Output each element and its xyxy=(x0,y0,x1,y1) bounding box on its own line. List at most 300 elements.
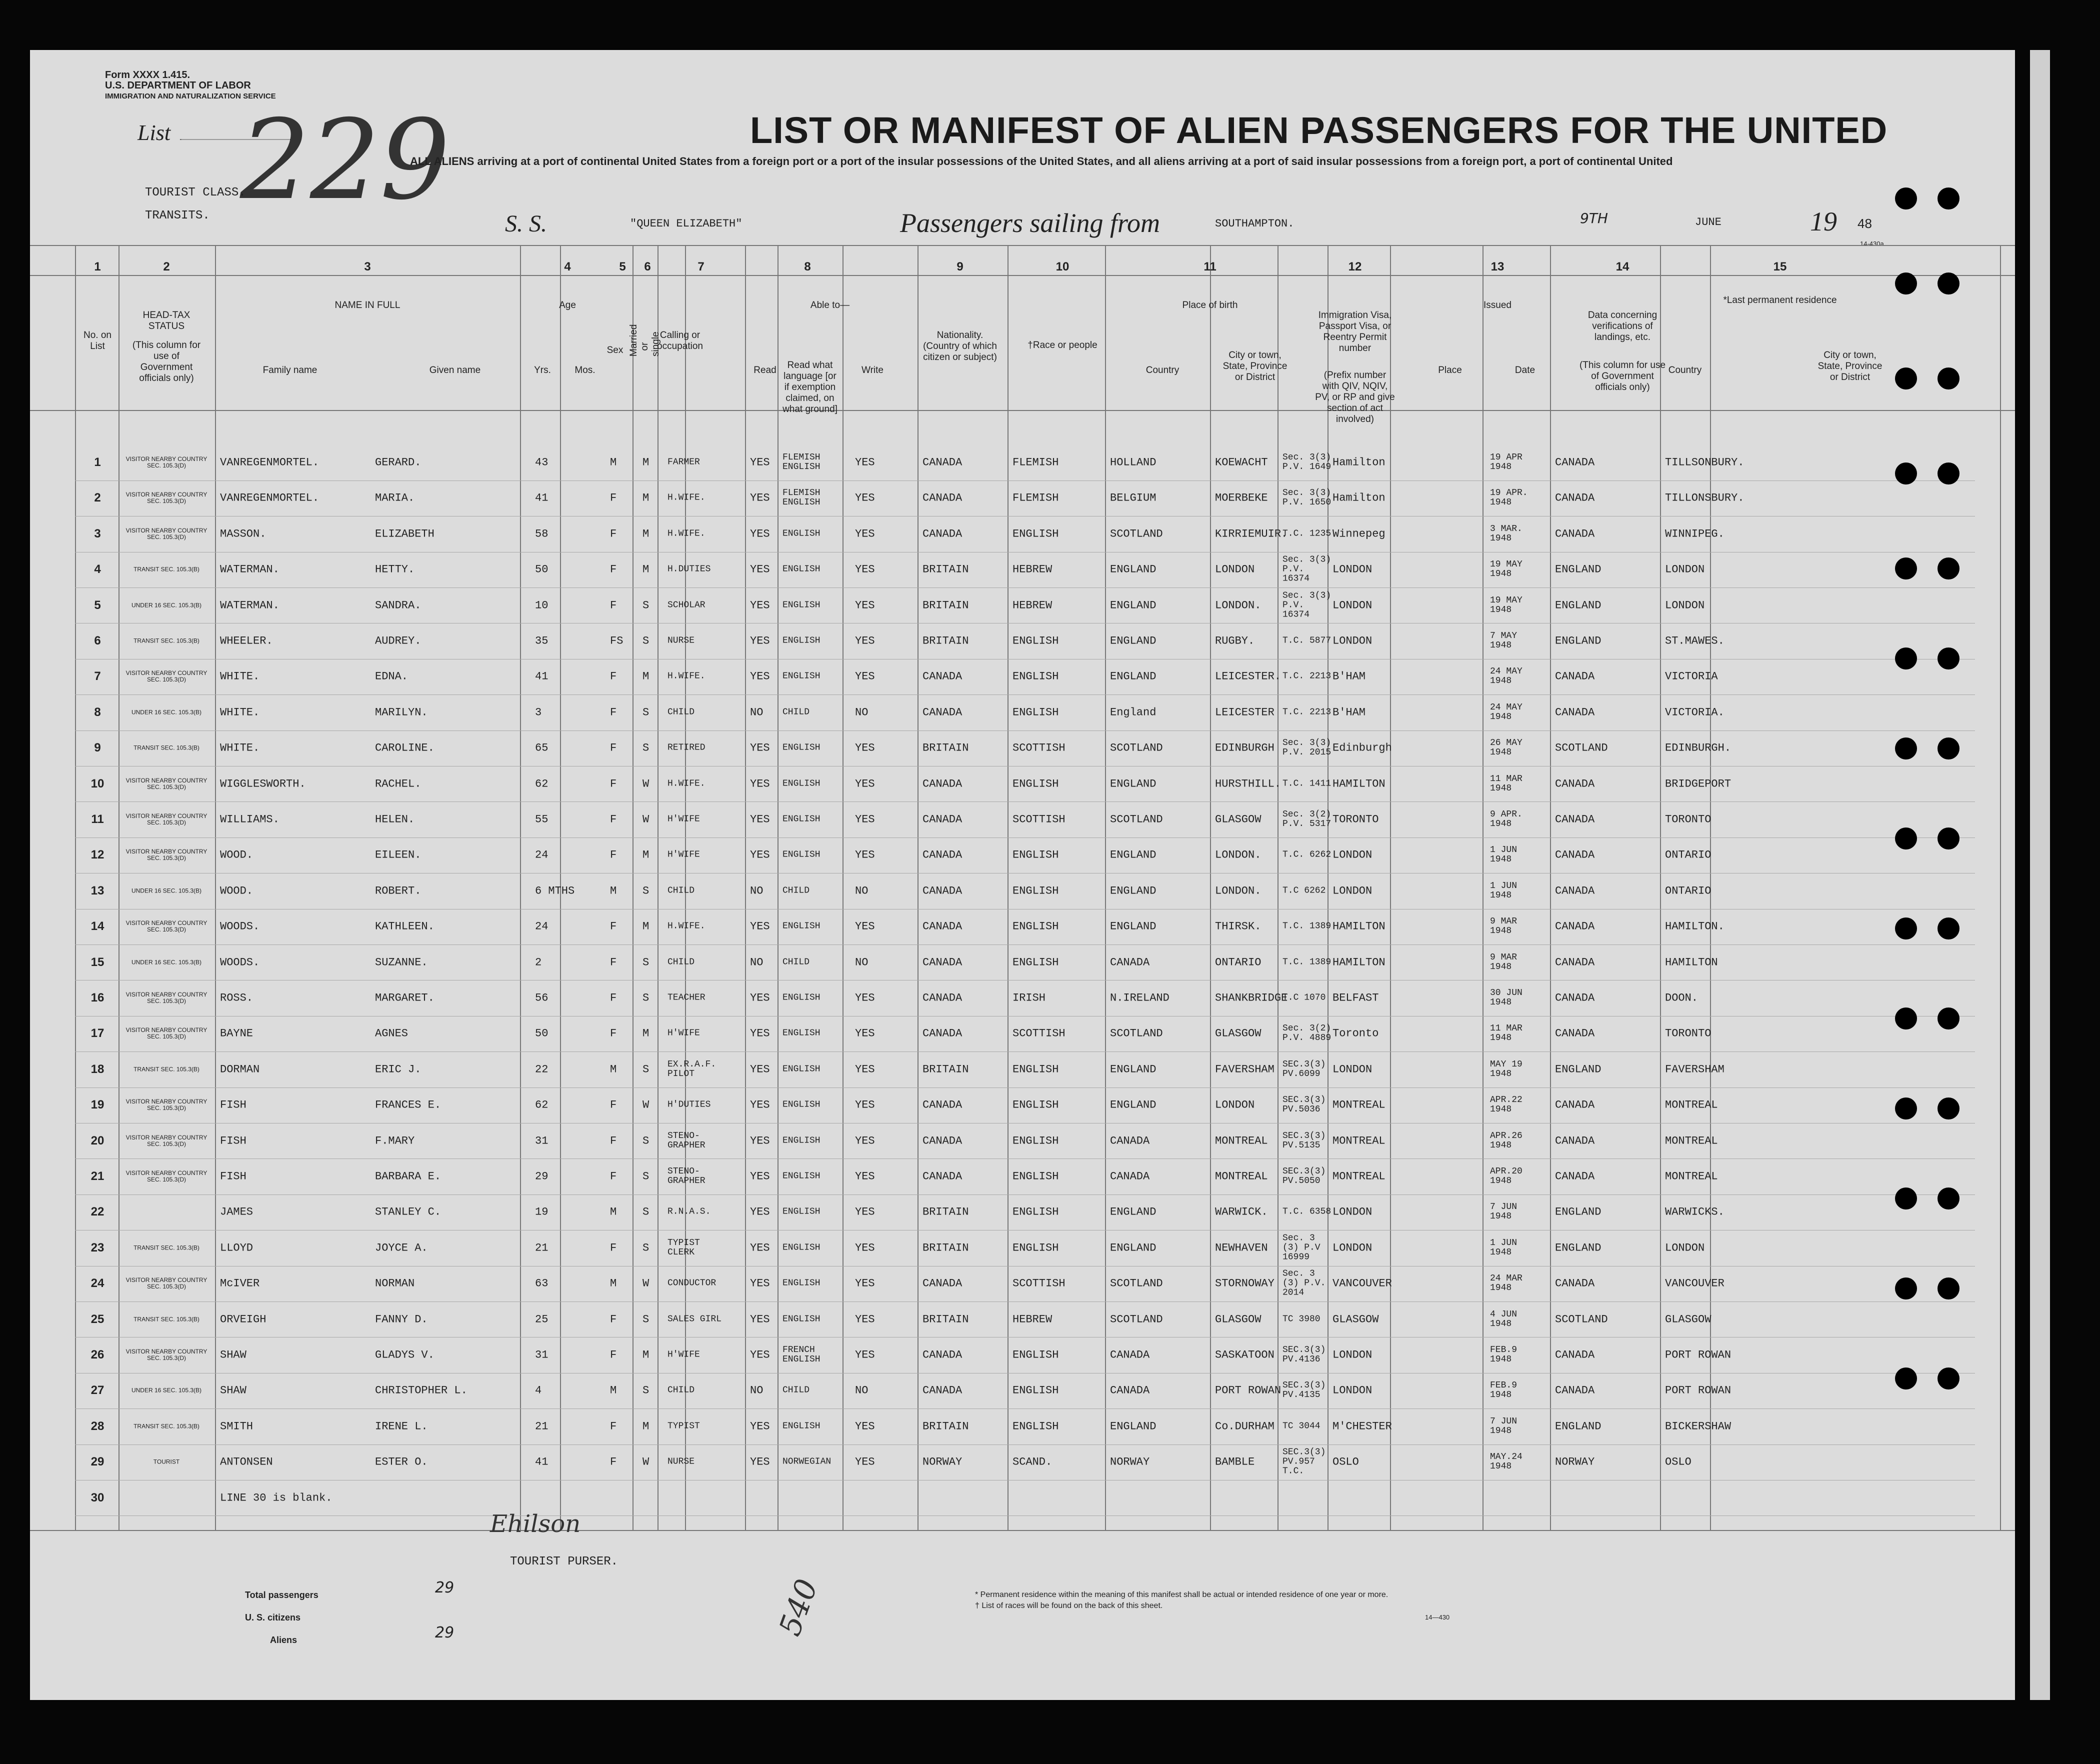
cell-lang: ENGLISH xyxy=(782,778,820,789)
cell-visa: TC 3044 xyxy=(1282,1421,1320,1432)
header-calling: Calling or occupation xyxy=(657,330,703,352)
cell-lang: ENGLISH xyxy=(782,1100,820,1110)
cell-given: MARILYN. xyxy=(375,706,428,719)
column-number: 4 xyxy=(564,260,571,274)
cell-sex: M xyxy=(610,1063,617,1076)
cell-ms: S xyxy=(642,634,650,648)
cell-visa: T.C. 1235 xyxy=(1282,528,1332,539)
column-number: 3 xyxy=(364,260,371,274)
cell-ht: UNDER 16 SEC. 105.3(B) xyxy=(131,958,202,966)
cell-idate: 11 MAR 1948 xyxy=(1490,1024,1522,1044)
cell-bc: BELGIUM xyxy=(1110,492,1156,504)
cell-rcity: ONTARIO xyxy=(1665,884,1712,898)
page-subtitle: ALL ALIENS arriving at a port of continental United States from a foreign port or a port of the insular possessions of the United States, and all aliens arriving at a port of said insular possessions from a foreign port, a port of continental United xyxy=(410,155,1673,168)
cell-write: NO xyxy=(855,884,868,898)
header-rule xyxy=(30,245,2015,246)
row-number: 27 xyxy=(90,1384,104,1398)
row-number: 14 xyxy=(90,920,104,934)
cell-visa: T.C 1070 xyxy=(1282,992,1326,1003)
cell-read: YES xyxy=(750,1348,770,1362)
cell-family: WHEELER. xyxy=(220,634,273,648)
punch-hole xyxy=(1938,558,1960,580)
cell-bcity: RUGBY. xyxy=(1215,634,1255,648)
cell-occ: STENO-GRAPHER xyxy=(668,1166,706,1186)
cell-idate: 7 JUN 1948 xyxy=(1490,1202,1518,1222)
row-rule xyxy=(75,873,1975,874)
cell-rcity: TILLSONBURY. xyxy=(1665,456,1744,469)
cell-age: 43 xyxy=(535,456,548,469)
cell-read: YES xyxy=(750,1456,770,1468)
cell-read: YES xyxy=(750,1170,770,1183)
cell-ms: M xyxy=(642,670,650,683)
cell-nat: CANADA xyxy=(922,1134,962,1148)
cell-ht: TOURIST xyxy=(153,1458,180,1466)
cell-bc: CANADA xyxy=(1110,1134,1150,1148)
cell-lang: ENGLISH xyxy=(782,850,820,860)
cell-race: ENGLISH xyxy=(1012,1098,1059,1112)
cell-rc: ENGLAND xyxy=(1555,1242,1602,1254)
cell-rcity: VICTORIA. xyxy=(1665,706,1724,719)
cell-nat: CANADA xyxy=(922,1098,962,1112)
cell-race: SCOTTISH xyxy=(1012,1027,1066,1040)
cell-rc: CANADA xyxy=(1555,1277,1595,1290)
cell-visa: T.C 6262 xyxy=(1282,886,1326,896)
cell-race: SCOTTISH xyxy=(1012,813,1066,826)
row-rule xyxy=(75,1444,1975,1445)
cell-occ: H'DUTIES xyxy=(668,1100,711,1110)
cell-family: VANREGENMORTEL. xyxy=(220,492,320,504)
row-number: 29 xyxy=(90,1455,104,1469)
cell-read: YES xyxy=(750,1098,770,1112)
cell-given: F.MARY xyxy=(375,1134,415,1148)
total-passengers-label: Total passengers xyxy=(245,1590,318,1600)
cell-write: YES xyxy=(855,813,875,826)
cell-nat: BRITAIN xyxy=(922,1063,969,1076)
cell-iplace: LONDON xyxy=(1332,1384,1372,1397)
cell-visa: T.C. 6358 xyxy=(1282,1206,1332,1217)
row-number: 4 xyxy=(94,562,101,576)
cell-write: YES xyxy=(855,778,875,790)
cell-lang: ENGLISH xyxy=(782,921,820,932)
row-number: 6 xyxy=(94,634,101,648)
row-number: 19 xyxy=(90,1098,104,1112)
row-number: 13 xyxy=(90,884,104,898)
cell-iplace: Toronto xyxy=(1332,1027,1379,1040)
cell-ht: TRANSIT SEC. 105.3(B) xyxy=(134,566,200,573)
cell-given: IRENE L. xyxy=(375,1420,428,1433)
cell-nat: BRITAIN xyxy=(922,599,969,612)
row-number: 16 xyxy=(90,991,104,1004)
row-rule xyxy=(75,1123,1975,1124)
cell-lang: ENGLISH xyxy=(782,814,820,824)
cell-ms: S xyxy=(642,1134,650,1148)
row-number: 8 xyxy=(94,705,101,719)
cell-read: YES xyxy=(750,992,770,1004)
cell-bc: SCOTLAND xyxy=(1110,1277,1163,1290)
cell-iplace: M'CHESTER xyxy=(1332,1420,1392,1433)
cell-iplace: B'HAM xyxy=(1332,706,1366,719)
cell-bc: NORWAY xyxy=(1110,1456,1150,1468)
cell-race: HEBREW xyxy=(1012,1313,1052,1326)
cell-ms: M xyxy=(642,492,650,504)
cell-bc: ENGLAND xyxy=(1110,599,1156,612)
column-number: 9 xyxy=(956,260,964,274)
row-rule xyxy=(75,730,1975,731)
year-prefix: 19 xyxy=(1810,206,1837,236)
header-head-tax-note: (This column for use of Government officials only) xyxy=(132,340,201,384)
cell-bcity: KIRRIEMUIR. xyxy=(1215,528,1288,540)
cell-rc: CANADA xyxy=(1555,492,1595,504)
cell-nat: CANADA xyxy=(922,1384,962,1397)
cell-write: YES xyxy=(855,1242,875,1254)
header-able-to: Able to— xyxy=(810,300,850,310)
cell-occ: CHILD xyxy=(668,886,695,896)
cell-iplace: LONDON xyxy=(1332,599,1372,612)
cell-occ: H.WIFE. xyxy=(668,492,706,503)
cell-family: WILLIAMS. xyxy=(220,813,280,826)
cell-idate: 19 APR 1948 xyxy=(1490,452,1522,472)
cell-iplace: MONTREAL xyxy=(1332,1134,1386,1148)
cell-rc: CANADA xyxy=(1555,670,1595,683)
cell-sex: F xyxy=(610,528,617,540)
cell-occ: NURSE xyxy=(668,1456,695,1467)
cell-visa: SEC.3(3) PV.6099 xyxy=(1282,1059,1326,1079)
cell-family: FISH xyxy=(220,1170,246,1183)
cell-given: SANDRA. xyxy=(375,599,422,612)
cell-family: WOOD. xyxy=(220,884,254,898)
cell-family: SHAW xyxy=(220,1348,246,1362)
cell-nat: CANADA xyxy=(922,813,962,826)
cell-race: ENGLISH xyxy=(1012,634,1059,648)
cell-given: RACHEL. xyxy=(375,778,422,790)
row-number: 28 xyxy=(90,1419,104,1433)
row-rule xyxy=(75,623,1975,624)
cell-nat: BRITAIN xyxy=(922,634,969,648)
punch-hole xyxy=(1895,558,1917,580)
cell-bc: SCOTLAND xyxy=(1110,1027,1163,1040)
cell-bcity: WARWICK. xyxy=(1215,1206,1268,1218)
cell-sex: F xyxy=(610,1348,617,1362)
cell-bc: ENGLAND xyxy=(1110,563,1156,576)
cell-bcity: NEWHAVEN xyxy=(1215,1242,1268,1254)
cell-read: NO xyxy=(750,1384,764,1397)
cell-family: WOODS. xyxy=(220,920,260,933)
cell-bc: SCOTLAND xyxy=(1110,813,1163,826)
cell-sex: F xyxy=(610,956,617,969)
cell-bc: ENGLAND xyxy=(1110,1098,1156,1112)
cell-age: 24 xyxy=(535,848,548,862)
cell-rc: ENGLAND xyxy=(1555,1420,1602,1433)
cell-rcity: TORONTO xyxy=(1665,1027,1712,1040)
cell-rcity: LONDON xyxy=(1665,599,1705,612)
cell-bc: ENGLAND xyxy=(1110,1242,1156,1254)
cell-iplace: LONDON xyxy=(1332,848,1372,862)
cell-idate: 26 MAY 1948 xyxy=(1490,738,1522,758)
cell-rcity: LONDON xyxy=(1665,563,1705,576)
cell-nat: CANADA xyxy=(922,992,962,1004)
cell-nat: NORWAY xyxy=(922,1456,962,1468)
cell-age: 2 xyxy=(535,956,542,969)
cell-read: NO xyxy=(750,884,764,898)
header-place: Place xyxy=(1438,365,1462,376)
ss-label: S. S. xyxy=(505,210,547,237)
cell-read: YES xyxy=(750,813,770,826)
cell-read: YES xyxy=(750,778,770,790)
cell-age: 6 MTHS xyxy=(535,884,575,898)
cell-rcity: MONTREAL xyxy=(1665,1170,1718,1183)
cell-iplace: LONDON xyxy=(1332,563,1372,576)
cell-rc: CANADA xyxy=(1555,1134,1595,1148)
cell-sex: F xyxy=(610,778,617,790)
row-number: 20 xyxy=(90,1134,104,1148)
cell-ht: VISITOR NEARBY COUNTRY SEC. 105.3(D) xyxy=(126,991,208,1004)
cell-age: 65 xyxy=(535,742,548,754)
purser-signature: Ehilson xyxy=(490,1510,581,1538)
cell-sex: F xyxy=(610,1134,617,1148)
cell-idate: 4 JUN 1948 xyxy=(1490,1309,1518,1329)
cell-idate: 24 MAY 1948 xyxy=(1490,702,1522,722)
cell-bcity: LONDON. xyxy=(1215,848,1262,862)
cell-age: 25 xyxy=(535,1313,548,1326)
cell-write: YES xyxy=(855,1134,875,1148)
cell-visa: SEC.3(3) PV.5036 xyxy=(1282,1095,1326,1115)
row-number: 23 xyxy=(90,1240,104,1254)
cell-family: BAYNE xyxy=(220,1027,254,1040)
cell-bc: N.IRELAND xyxy=(1110,992,1170,1004)
cell-age: 50 xyxy=(535,563,548,576)
cell-ms: M xyxy=(642,1348,650,1362)
cell-bc: CANADA xyxy=(1110,1384,1150,1397)
punch-hole xyxy=(1895,462,1917,484)
cell-family: WHITE. xyxy=(220,742,260,754)
cell-family: WIGGLESWORTH. xyxy=(220,778,306,790)
cell-ms: W xyxy=(642,1277,650,1290)
cell-age: 62 xyxy=(535,1098,548,1112)
header-age: Age xyxy=(559,300,576,310)
cell-occ: H'WIFE xyxy=(668,814,700,824)
cell-lang: NORWEGIAN xyxy=(782,1456,832,1467)
cell-iplace: B'HAM xyxy=(1332,670,1366,683)
cell-ms: S xyxy=(642,1384,650,1397)
punch-hole xyxy=(1938,918,1960,940)
header-nationality: Nationality. (Country of which citizen or subject) xyxy=(923,330,997,362)
ship-name: "QUEEN ELIZABETH" xyxy=(630,218,742,230)
cell-bcity: SHANKBRIDGE xyxy=(1215,992,1288,1004)
department-name: U.S. DEPARTMENT OF LABOR xyxy=(105,80,251,91)
row-rule xyxy=(75,1337,1975,1338)
cell-age: 62 xyxy=(535,778,548,790)
cell-occ: H.WIFE. xyxy=(668,528,706,539)
cell-ht: VISITOR NEARBY COUNTRY SEC. 105.3(D) xyxy=(126,491,208,505)
cell-read: YES xyxy=(750,634,770,648)
cell-family: WHITE. xyxy=(220,706,260,719)
cell-write: YES xyxy=(855,563,875,576)
column-number: 12 xyxy=(1348,260,1362,274)
row-rule xyxy=(75,1158,1975,1159)
cell-rcity: EDINBURGH. xyxy=(1665,742,1732,754)
cell-read: YES xyxy=(750,1027,770,1040)
cell-occ: SCHOLAR xyxy=(668,600,706,610)
column-number: 5 xyxy=(619,260,626,274)
cell-age: 10 xyxy=(535,599,548,612)
cell-ht: UNDER 16 SEC. 105.3(B) xyxy=(131,1386,202,1394)
cell-lang: ENGLISH xyxy=(782,671,820,682)
cell-occ: H'WIFE xyxy=(668,1028,700,1038)
cell-sex: F xyxy=(610,813,617,826)
cell-bcity: FAVERSHAM xyxy=(1215,1063,1274,1076)
cell-family: FISH xyxy=(220,1134,246,1148)
cell-write: YES xyxy=(855,1456,875,1468)
cell-bcity: STORNOWAY xyxy=(1215,1277,1274,1290)
cell-ms: S xyxy=(642,1063,650,1076)
cell-lang: ENGLISH xyxy=(782,742,820,753)
header-visa-note: (Prefix number with QIV, NQIV, PV, or RP and give section of act involved) xyxy=(1315,370,1395,424)
cell-read: YES xyxy=(750,599,770,612)
punch-hole xyxy=(1938,368,1960,390)
punch-hole xyxy=(1895,1188,1917,1210)
punch-hole xyxy=(1938,188,1960,210)
cell-occ: TYPIST xyxy=(668,1421,700,1432)
cell-age: 22 xyxy=(535,1063,548,1076)
cell-race: ENGLISH xyxy=(1012,778,1059,790)
row-number: 5 xyxy=(94,598,101,612)
cell-family: SHAW xyxy=(220,1384,246,1397)
cell-given: GERARD. xyxy=(375,456,422,469)
sailing-month: JUNE xyxy=(1695,216,1722,228)
cell-iplace: MONTREAL xyxy=(1332,1170,1386,1183)
cell-ms: M xyxy=(642,848,650,862)
cell-ht: VISITOR NEARBY COUNTRY SEC. 105.3(D) xyxy=(126,1026,208,1040)
cell-ht: TRANSIT SEC. 105.3(B) xyxy=(134,1244,200,1252)
cell-bc: ENGLAND xyxy=(1110,920,1156,933)
cell-rcity: OSLO xyxy=(1665,1456,1692,1468)
cell-rc: CANADA xyxy=(1555,956,1595,969)
cell-rcity: HAMILTON. xyxy=(1665,920,1724,933)
cell-age: 35 xyxy=(535,634,548,648)
row-number: 18 xyxy=(90,1062,104,1076)
cell-family: DORMAN xyxy=(220,1063,260,1076)
cell-idate: 19 MAY 1948 xyxy=(1490,560,1522,580)
cell-iplace: Edinburgh xyxy=(1332,742,1392,754)
row-number: 1 xyxy=(94,456,101,469)
cell-age: 24 xyxy=(535,920,548,933)
cell-age: 55 xyxy=(535,813,548,826)
cell-write: YES xyxy=(855,599,875,612)
cell-given: AGNES xyxy=(375,1027,408,1040)
cell-visa: T.C. 5877 xyxy=(1282,636,1332,646)
cell-iplace: OSLO xyxy=(1332,1456,1359,1468)
cell-bcity: MONTREAL xyxy=(1215,1170,1268,1183)
cell-rc: ENGLAND xyxy=(1555,563,1602,576)
cell-sex: M xyxy=(610,1206,617,1218)
punch-hole xyxy=(1895,918,1917,940)
cell-rc: CANADA xyxy=(1555,706,1595,719)
cell-bc: SCOTLAND xyxy=(1110,528,1163,540)
cell-visa: TC 3980 xyxy=(1282,1314,1320,1324)
cell-occ: TEACHER xyxy=(668,992,706,1003)
row-rule xyxy=(75,1194,1975,1195)
cell-race: ENGLISH xyxy=(1012,920,1059,933)
cell-ms: S xyxy=(642,706,650,719)
cell-bcity: LEICESTER. xyxy=(1215,670,1282,683)
cell-ht: VISITOR NEARBY COUNTRY SEC. 105.3(D) xyxy=(126,1170,208,1183)
cell-iplace: HAMILTON xyxy=(1332,956,1386,969)
punch-hole xyxy=(1938,1278,1960,1300)
cell-rc: CANADA xyxy=(1555,528,1595,540)
cell-occ: CHILD xyxy=(668,707,695,718)
cell-lang: CHILD xyxy=(782,1385,810,1396)
cell-race: ENGLISH xyxy=(1012,1348,1059,1362)
cell-given: CHRISTOPHER L. xyxy=(375,1384,468,1397)
cell-visa: Sec. 3 (3) P.V. 2014 xyxy=(1282,1268,1326,1298)
purser-title: TOURIST PURSER. xyxy=(510,1555,618,1568)
cell-rc: ENGLAND xyxy=(1555,1063,1602,1076)
cell-idate: APR.26 1948 xyxy=(1490,1130,1522,1150)
row-number: 17 xyxy=(90,1026,104,1040)
header-city: City or town, State, Province or District xyxy=(1222,350,1288,382)
cell-nat: BRITAIN xyxy=(922,1420,969,1433)
cell-iplace: LONDON xyxy=(1332,1063,1372,1076)
cell-visa: Sec. 3 (3) P.V 16999 xyxy=(1282,1233,1320,1262)
cell-rc: CANADA xyxy=(1555,778,1595,790)
cell-ms: W xyxy=(642,1098,650,1112)
form-ref-top: 14-430a xyxy=(1860,240,1884,248)
cell-occ: CONDUCTOR xyxy=(668,1278,716,1288)
cell-bcity: KOEWACHT xyxy=(1215,456,1268,469)
cell-write: YES xyxy=(855,992,875,1004)
cell-family: VANREGENMORTEL. xyxy=(220,456,320,469)
cell-visa: T.C. 2213 xyxy=(1282,671,1332,682)
cell-ht: VISITOR NEARBY COUNTRY SEC. 105.3(D) xyxy=(126,848,208,862)
cell-lang: CHILD xyxy=(782,957,810,968)
row-number: 21 xyxy=(90,1170,104,1183)
cell-iplace: LONDON xyxy=(1332,1242,1372,1254)
cell-given: ERIC J. xyxy=(375,1063,422,1076)
us-citizens-label: U. S. citizens xyxy=(245,1612,301,1622)
column-number: 11 xyxy=(1204,260,1216,274)
cell-read: NO xyxy=(750,706,764,719)
cell-ms: M xyxy=(642,563,650,576)
cell-write: YES xyxy=(855,634,875,648)
cell-lang: ENGLISH xyxy=(782,1421,820,1432)
cell-iplace: VANCOUVER xyxy=(1332,1277,1392,1290)
cell-write: YES xyxy=(855,1313,875,1326)
punch-hole xyxy=(1938,1368,1960,1390)
cell-rcity: LONDON xyxy=(1665,1242,1705,1254)
cell-family: JAMES xyxy=(220,1206,254,1218)
adjacent-page-edge xyxy=(2030,50,2050,1700)
cell-ms: S xyxy=(642,599,650,612)
cell-visa: Sec. 3(3) P.V. 2015 xyxy=(1282,738,1332,758)
cell-race: HEBREW xyxy=(1012,599,1052,612)
cell-bcity: GLASGOW xyxy=(1215,1027,1262,1040)
cell-given: ROBERT. xyxy=(375,884,422,898)
row-rule xyxy=(75,480,1975,481)
cell-write: YES xyxy=(855,670,875,683)
cell-nat: CANADA xyxy=(922,848,962,862)
cell-given: FRANCES E. xyxy=(375,1098,442,1112)
cell-write: NO xyxy=(855,1384,868,1397)
cell-race: ENGLISH xyxy=(1012,956,1059,969)
cell-nat: CANADA xyxy=(922,884,962,898)
cell-rcity: PORT ROWAN xyxy=(1665,1384,1732,1397)
cell-rcity: MONTREAL xyxy=(1665,1134,1718,1148)
cell-given: ELIZABETH xyxy=(375,528,434,540)
cell-visa: Sec. 3(3) P.V. 1650 xyxy=(1282,488,1332,508)
cell-bcity: LONDON. xyxy=(1215,599,1262,612)
cell-bc: CANADA xyxy=(1110,1170,1150,1183)
cell-ms: M xyxy=(642,1420,650,1433)
